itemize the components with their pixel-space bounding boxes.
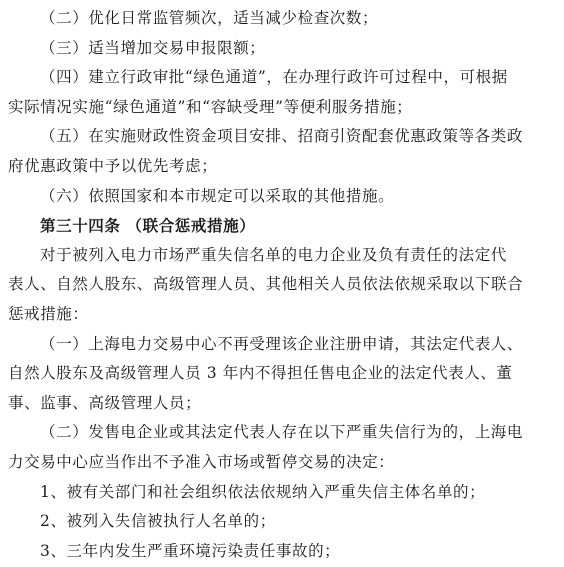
article-34-intro-continued: 表人、自然人股东、高级管理人员、其他相关人员依法依规采取以下联合 [8, 275, 524, 294]
article-34-intro-end: 惩戒措施： [8, 304, 89, 323]
measure-one: （一）上海电力交易中心不再受理该企业注册申请，其法定代表人、 [40, 334, 524, 353]
measure-two-continued: 力交易中心应当作出不予准入市场或暂停交易的决定： [8, 452, 395, 471]
sub-item-three: 3、三年内发生严重环境污染责任事故的； [40, 541, 341, 560]
clause-item-two: （二）优化日常监管频次，适当减少检查次数； [40, 9, 379, 27]
clause-item-five-continued: 府优惠政策中予以优先考虑； [8, 156, 218, 175]
measure-one-continued: 自然人股东及高级管理人员 3 年内不得担任售电企业的法定代表人、董 [8, 364, 513, 383]
sub-item-one: 1、被有关部门和社会组织依法依规纳入严重失信主体名单的； [40, 482, 486, 501]
measure-two: （二）发售电企业或其法定代表人存在以下严重失信行为的，上海电 [40, 423, 524, 442]
article-34-intro: 对于被列入电力市场严重失信名单的电力企业及负有责任的法定代 [40, 245, 507, 264]
article-34-heading: 第三十四条 （联合惩戒措施） [40, 216, 256, 236]
measure-one-end: 事、监事、高级管理人员； [8, 393, 202, 412]
clause-item-four-continued: 实际情况实施“绿色通道”和“容缺受理”等便利服务措施； [8, 97, 413, 116]
sub-item-two: 2、被列入失信被执行人名单的； [40, 512, 276, 531]
clause-item-three: （三）适当增加交易申报限额； [40, 38, 266, 57]
clause-item-six: （六）依照国家和本市规定可以采取的其他措施。 [40, 186, 395, 205]
clause-item-five: （五）在实施财政性资金项目安排、招商引资配套优惠政策等各类政 [40, 127, 524, 146]
clause-item-four: （四）建立行政审批“绿色通道”，在办理行政许可过程中，可根据 [40, 68, 508, 87]
